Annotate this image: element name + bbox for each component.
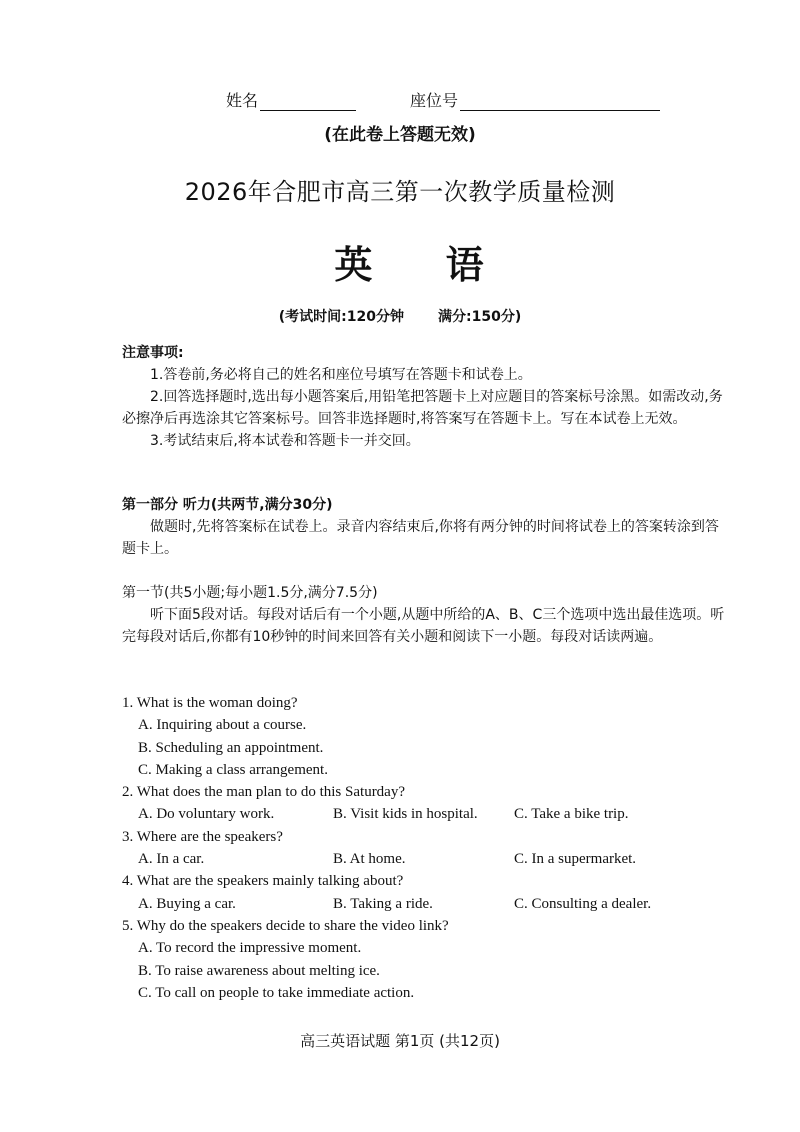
page-footer: 高三英语试题 第1页 (共12页) <box>300 1032 500 1050</box>
option-a: A. Inquiring about a course. <box>138 717 307 734</box>
option-c: C. Take a bike trip. <box>514 806 629 823</box>
note-item: 3.考试结束后,将本试卷和答题卡一并交回。 <box>150 433 420 449</box>
option-b: B. At home. <box>333 851 406 868</box>
note-item: 2.回答选择题时,选出每小题答案后,用铅笔把答题卡上对应题目的答案标号涂黑。如需改动,务必擦净后再选涂其它答案标号。回答非选择题时,将答案写在答题卡上。写在本试卷上无效。 <box>122 389 723 427</box>
seat-blank <box>460 92 660 111</box>
exam-time: (考试时间:120分钟 <box>278 309 404 325</box>
option-c: C. Consulting a dealer. <box>514 895 652 912</box>
section1-instructions: 听下面5段对话。每段对话后有一个小题,从题中所给的A、B、C三个选项中选出最佳选项。听完每段对话后,你都有10秒钟的时间来回答有关小题和阅读下一小题。每段对话读两遍。 <box>122 607 725 645</box>
option-a: A. Do voluntary work. <box>138 806 275 823</box>
question-stem: 4. What are the speakers mainly talking about? <box>122 873 404 890</box>
option-b: B. Taking a ride. <box>333 895 433 912</box>
name-field <box>226 88 356 111</box>
part1-title: 第一部分 听力(共两节,满分30分) <box>122 497 333 513</box>
seat-field <box>410 88 660 111</box>
section1-title: 第一节(共5小题;每小题1.5分,满分7.5分) <box>122 585 378 601</box>
question-list <box>122 692 732 1004</box>
note-item: 1.答卷前,务必将自己的姓名和座位号填写在答题卡和试卷上。 <box>150 367 532 383</box>
question-3 <box>122 826 732 871</box>
part1-section <box>122 494 732 560</box>
option-c: C. In a supermarket. <box>514 851 637 868</box>
question-stem: 1. What is the woman doing? <box>122 695 298 711</box>
subject-title: 英 语 <box>334 243 514 287</box>
notes-section <box>122 342 732 452</box>
exam-score: 满分:150分) <box>438 309 522 325</box>
option-b: B. Scheduling an appointment. <box>138 739 324 756</box>
question-stem: 3. Where are the speakers? <box>122 828 283 845</box>
question-5 <box>122 915 732 1004</box>
part1-instructions: 做题时,先将答案标在试卷上。录音内容结束后,你将有两分钟的时间将试卷上的答案转涂到答题卡上。 <box>122 519 719 557</box>
name-blank <box>260 92 356 111</box>
exam-title: 2026年合肥市高三第一次教学质量检测 <box>184 178 616 206</box>
question-stem: 2. What does the man plan to do this Saturday? <box>122 784 406 801</box>
question-stem: 5. Why do the speakers decide to share the video link? <box>122 917 449 934</box>
option-row <box>122 893 732 915</box>
seat-label: 座位号 <box>410 91 459 110</box>
option-a: A. In a car. <box>138 851 205 868</box>
name-label: 姓名 <box>226 91 259 110</box>
invalid-note: (在此卷上答题无效) <box>324 125 476 145</box>
option-a: A. To record the impressive moment. <box>138 940 362 957</box>
exam-info <box>0 306 800 326</box>
option-b: B. Visit kids in hospital. <box>333 806 478 823</box>
question-4 <box>122 870 732 915</box>
section1 <box>122 582 732 648</box>
option-row <box>122 848 732 870</box>
option-c: C. Making a class arrangement. <box>138 761 328 778</box>
option-c: C. To call on people to take immediate action. <box>138 984 415 1001</box>
notes-title: 注意事项: <box>122 345 184 361</box>
option-row <box>122 803 732 825</box>
option-b: B. To raise awareness about melting ice. <box>138 962 380 979</box>
question-2 <box>122 781 732 826</box>
option-a: A. Buying a car. <box>138 895 236 912</box>
question-1 <box>122 692 732 781</box>
